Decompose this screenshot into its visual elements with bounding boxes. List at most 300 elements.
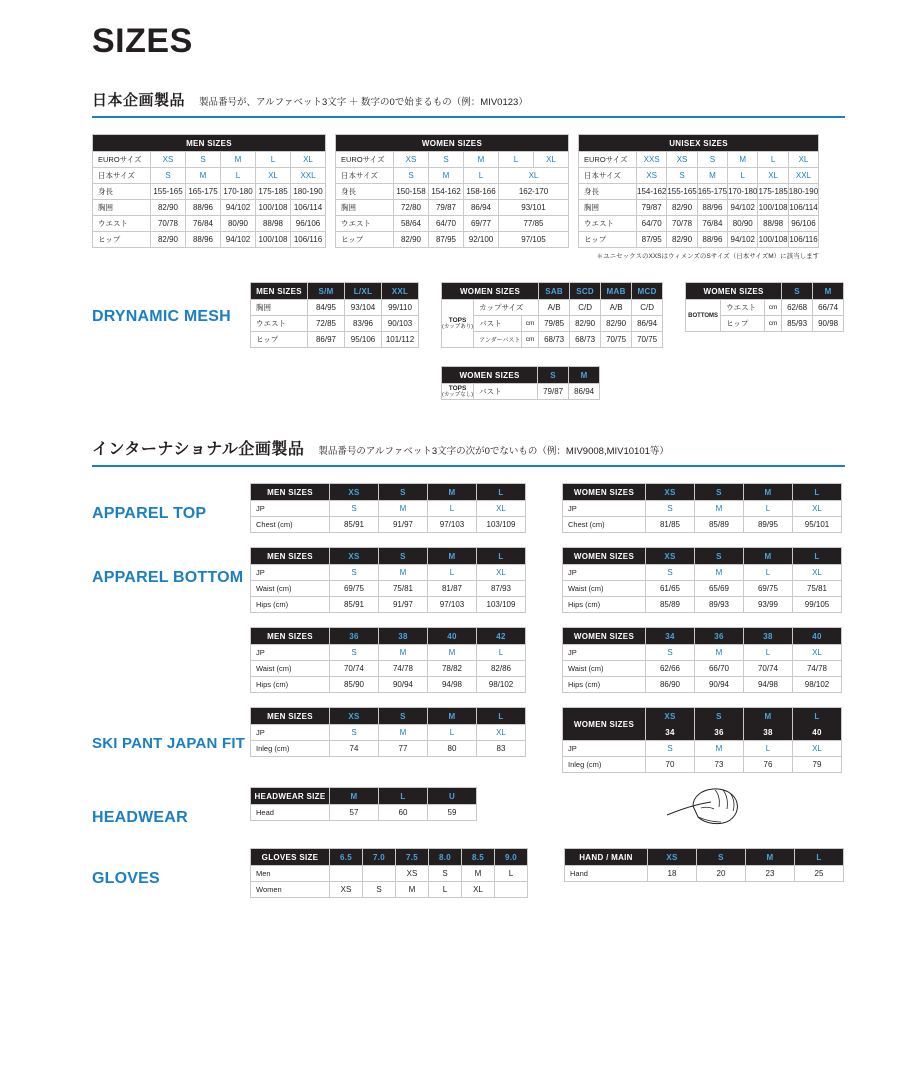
col-header: S	[695, 548, 744, 565]
table-row	[565, 849, 844, 866]
cell: 88/96	[697, 232, 727, 248]
table-row	[251, 741, 526, 757]
cell: A/B	[539, 300, 570, 316]
row-label: 日本サイズ	[579, 168, 637, 184]
cell: 93/101	[499, 200, 569, 216]
cell: A/B	[601, 300, 632, 316]
japan-tables-row	[92, 134, 845, 260]
cell: 79	[793, 757, 842, 773]
table-row	[251, 849, 528, 866]
table-row	[251, 332, 419, 348]
drynamic-label: DRYNAMIC MESH	[92, 308, 231, 325]
block-apparel-bottom	[92, 547, 845, 613]
col-header: 42	[477, 628, 526, 645]
table-wrap-jp-men	[92, 134, 326, 248]
col-header: 8.0	[429, 849, 462, 866]
col-header: M	[746, 849, 795, 866]
table-row	[563, 628, 842, 645]
row-label: Men	[251, 866, 330, 882]
col-header: M	[744, 484, 793, 501]
table-wrap-dm-women-bottoms	[685, 282, 844, 332]
row-label: ウエスト	[251, 316, 308, 332]
col-header: L	[793, 548, 842, 565]
cell: 60	[379, 805, 428, 821]
row-label: Chest (cm)	[251, 517, 330, 533]
cell: XL	[534, 152, 569, 168]
ski-pant-tables	[250, 707, 842, 773]
col-header: M	[569, 367, 600, 384]
cell: S	[429, 152, 464, 168]
cell	[495, 882, 528, 898]
table-ski-pant-women	[562, 707, 842, 773]
cell	[363, 866, 396, 882]
cell: 82/90	[570, 316, 601, 332]
cell: 82/90	[394, 232, 429, 248]
cell: 62/68	[782, 300, 813, 316]
table-apparel-top-women	[562, 483, 842, 533]
cell: S	[394, 168, 429, 184]
table-row	[251, 565, 526, 581]
cell: 85/89	[695, 517, 744, 533]
row-label: Hips (cm)	[563, 677, 646, 693]
cell: 70/78	[151, 216, 186, 232]
table-row	[251, 661, 526, 677]
table-row	[442, 316, 663, 332]
cell: M	[379, 501, 428, 517]
cell: 100/108	[758, 200, 788, 216]
table-wrap-jp-unisex	[578, 134, 819, 260]
col-header: M	[330, 788, 379, 805]
col-header: M	[744, 708, 793, 725]
table-hand-main	[564, 848, 844, 882]
cell: S	[697, 152, 727, 168]
table-wrap-dm-women-tops	[441, 282, 663, 400]
cell: 59	[428, 805, 477, 821]
gloves-tables	[250, 848, 844, 898]
table-jp-men	[92, 134, 326, 248]
row-label: Waist (cm)	[251, 661, 330, 677]
col-header: S	[538, 367, 569, 384]
cell: 80/90	[728, 216, 758, 232]
cell: 170-180	[728, 184, 758, 200]
cell: 85/90	[330, 677, 379, 693]
cell: 155-165	[667, 184, 697, 200]
row-label: Hips (cm)	[251, 677, 330, 693]
cell: L	[744, 501, 793, 517]
cell: 75/81	[793, 581, 842, 597]
table-row	[686, 283, 844, 300]
cell: 85/91	[330, 597, 379, 613]
table-row	[563, 757, 842, 773]
cell: XL	[477, 501, 526, 517]
unisex-footnote: ＊ユニセックスのXXSはウィメンズのSサイズ（日本サイズM）に該当します	[596, 253, 820, 260]
cell: 70/74	[330, 661, 379, 677]
col-header: L	[795, 849, 844, 866]
table-row	[251, 300, 419, 316]
table-apparel-bottom-women-numeric	[562, 627, 842, 693]
cell: 99/110	[382, 300, 419, 316]
table-row	[563, 517, 842, 533]
cell: XL	[788, 152, 818, 168]
table-row	[336, 232, 569, 248]
jp-men-title: MEN SIZES	[93, 135, 326, 152]
cell	[330, 866, 363, 882]
cell: 98/102	[477, 677, 526, 693]
cell: 95/101	[793, 517, 842, 533]
section-heading-international: インターナショナル企画製品	[92, 441, 305, 458]
row-label: JP	[251, 725, 330, 741]
cell: S	[667, 168, 697, 184]
section-header-international	[92, 436, 845, 459]
col-header: M	[428, 548, 477, 565]
apparel-top-label: APPAREL TOP	[92, 505, 207, 522]
table-row	[563, 565, 842, 581]
col-header: S	[695, 708, 744, 725]
cell: 106/116	[788, 232, 818, 248]
col-title: WOMEN SIZES	[563, 708, 646, 741]
cell: 106/116	[291, 232, 326, 248]
group-label-tops: TOPS	[448, 316, 467, 324]
cell: 82/90	[151, 200, 186, 216]
cell: 93/104	[345, 300, 382, 316]
table-row	[563, 661, 842, 677]
col-header: M	[428, 708, 477, 725]
cell: 155-165	[151, 184, 186, 200]
headwear-tables	[250, 787, 753, 834]
table-row	[579, 216, 819, 232]
cell: 66/74	[813, 300, 844, 316]
col-header: 7.0	[363, 849, 396, 866]
cell: 94/102	[221, 232, 256, 248]
cell: 20	[697, 866, 746, 882]
cell: L	[428, 565, 477, 581]
row-label: JP	[563, 645, 646, 661]
row-label: 胸囲	[251, 300, 308, 316]
cell: 64/70	[429, 216, 464, 232]
col-header: XS	[330, 548, 379, 565]
cell: 90/94	[695, 677, 744, 693]
cell: 154-162	[637, 184, 667, 200]
section-heading-japan: 日本企画製品	[92, 92, 186, 109]
cell: 103/109	[477, 597, 526, 613]
group-label-bottoms: BOTTOMS	[686, 300, 721, 332]
cell: 70/75	[601, 332, 632, 348]
cell: 100/108	[758, 232, 788, 248]
row-label: ヒップ	[336, 232, 394, 248]
cell: 70	[646, 757, 695, 773]
col-title: MEN SIZES	[251, 708, 330, 725]
cell: 175-185	[758, 184, 788, 200]
divider-international	[92, 465, 845, 467]
dm-men-title: MEN SIZES	[251, 283, 308, 300]
cell: 92/100	[464, 232, 499, 248]
col-header: XXL	[382, 283, 419, 300]
cell: 91/97	[379, 597, 428, 613]
col-title: WOMEN SIZES	[563, 548, 646, 565]
apparel-bottom-tables	[250, 547, 842, 613]
col-title: MEN SIZES	[251, 484, 330, 501]
row-label: ウエスト	[93, 216, 151, 232]
row-unit: cm	[522, 332, 539, 348]
cell: 86/94	[632, 316, 663, 332]
row-label: ヒップ	[251, 332, 308, 348]
table-row	[251, 628, 526, 645]
table-dm-women-tops-nocup	[441, 366, 600, 400]
row-label: Waist (cm)	[563, 661, 646, 677]
block-gloves	[92, 848, 845, 898]
cell: 101/112	[382, 332, 419, 348]
cell: 80	[428, 741, 477, 757]
table-row	[251, 645, 526, 661]
cell: 85/89	[646, 597, 695, 613]
row-label: JP	[563, 565, 646, 581]
cell: L	[744, 565, 793, 581]
col-header: L/XL	[345, 283, 382, 300]
apparel-top-tables	[250, 483, 842, 533]
cell: 66/70	[695, 661, 744, 677]
cell: 88/96	[186, 200, 221, 216]
table-row	[251, 725, 526, 741]
table-apparel-bottom-men-numeric	[250, 627, 526, 693]
cell: 64/70	[637, 216, 667, 232]
row-unit: cm	[765, 300, 782, 316]
row-label: ウエスト	[336, 216, 394, 232]
cell: 73	[695, 757, 744, 773]
cell: 95/106	[345, 332, 382, 348]
cell: 93/99	[744, 597, 793, 613]
cell: 82/86	[477, 661, 526, 677]
cell: XXS	[637, 152, 667, 168]
table-row	[251, 677, 526, 693]
cell: 65/69	[695, 581, 744, 597]
cell: L	[464, 168, 499, 184]
col-header: 9.0	[495, 849, 528, 866]
cell: 23	[746, 866, 795, 882]
table-jp-women	[335, 134, 569, 248]
col-title: GLOVES SIZE	[251, 849, 330, 866]
cell: 162-170	[499, 184, 569, 200]
table-row	[336, 135, 569, 152]
cell: 154-162	[429, 184, 464, 200]
table-row	[563, 581, 842, 597]
row-label: 身長	[579, 184, 637, 200]
cell: XXL	[291, 168, 326, 184]
row-label: バスト	[474, 384, 538, 400]
cell: 89/95	[744, 517, 793, 533]
cell: 74/78	[379, 661, 428, 677]
cell: 88/98	[256, 216, 291, 232]
col-subheader: 36	[695, 724, 744, 741]
cell: 90/103	[382, 316, 419, 332]
apparel-bottom-label: APPAREL BOTTOM	[92, 569, 244, 586]
cell: XL	[793, 741, 842, 757]
cell: S	[646, 565, 695, 581]
cell: L	[221, 168, 256, 184]
table-row	[686, 300, 844, 316]
cell: 106/114	[291, 200, 326, 216]
table-row	[442, 367, 600, 384]
cell: 180-190	[291, 184, 326, 200]
table-row	[93, 200, 326, 216]
cell: L	[744, 645, 793, 661]
cell: M	[462, 866, 495, 882]
cell: 68/73	[570, 332, 601, 348]
block-headwear	[92, 787, 845, 834]
cell: M	[695, 645, 744, 661]
cell: 82/90	[667, 232, 697, 248]
col-header: MCD	[632, 283, 663, 300]
table-row	[336, 216, 569, 232]
cell: XL	[477, 725, 526, 741]
page-title: SIZES	[92, 22, 193, 60]
cell: C/D	[570, 300, 601, 316]
cell: 82/90	[601, 316, 632, 332]
col-title: HAND / MAIN	[565, 849, 648, 866]
section-note-japan: 製品番号が、アルファベット3文字 ＋ 数字の0で始まるもの（例：MIV0123）	[199, 97, 528, 108]
ski-pant-label: SKI PANT JAPAN FIT	[92, 735, 246, 752]
row-label: JP	[563, 741, 646, 757]
cell: 62/66	[646, 661, 695, 677]
block-apparel-top	[92, 483, 845, 533]
cell: L	[428, 501, 477, 517]
gloves-label-wrap	[92, 848, 250, 888]
cell: 98/102	[793, 677, 842, 693]
headwear-label: HEADWEAR	[92, 809, 188, 826]
row-label: ヒップ	[579, 232, 637, 248]
gloves-label: GLOVES	[92, 870, 160, 887]
group-label-tops-nocup: TOPS	[448, 384, 467, 392]
cell: 82/90	[667, 200, 697, 216]
table-row	[563, 484, 842, 501]
cell: XXL	[788, 168, 818, 184]
table-row	[251, 484, 526, 501]
cell: 103/109	[477, 517, 526, 533]
col-header: XS	[648, 849, 697, 866]
drynamic-mesh-block	[92, 282, 845, 400]
table-row	[93, 216, 326, 232]
cell: 97/105	[499, 232, 569, 248]
cell: XS	[151, 152, 186, 168]
col-header: L	[793, 708, 842, 725]
row-label: カップサイズ	[474, 300, 539, 316]
row-label: バスト	[474, 316, 522, 332]
col-header: L	[477, 548, 526, 565]
table-dm-men	[250, 282, 419, 348]
row-label: EUROサイズ	[93, 152, 151, 168]
cell: 90/94	[379, 677, 428, 693]
cell: M	[428, 645, 477, 661]
cell: XL	[499, 168, 569, 184]
hand-measure-icon	[663, 781, 753, 829]
table-row	[336, 168, 569, 184]
table-row	[251, 708, 526, 725]
col-header: S/M	[308, 283, 345, 300]
table-wrap-dm-men	[250, 282, 419, 348]
cell: 165-175	[186, 184, 221, 200]
cell: 96/106	[788, 216, 818, 232]
row-label: Inleg (cm)	[563, 757, 646, 773]
table-row	[251, 517, 526, 533]
col-header: S	[379, 548, 428, 565]
col-header: XS	[330, 708, 379, 725]
cell: M	[396, 882, 429, 898]
cell: L	[256, 152, 291, 168]
table-row	[579, 135, 819, 152]
col-title: HEADWEAR SIZE	[251, 788, 330, 805]
table-row	[442, 384, 600, 400]
col-header: 38	[744, 628, 793, 645]
cell: 91/97	[379, 517, 428, 533]
table-row	[565, 866, 844, 882]
cell: 18	[648, 866, 697, 882]
cell: 75/81	[379, 581, 428, 597]
cell: 77	[379, 741, 428, 757]
row-label: 身長	[93, 184, 151, 200]
drynamic-tables	[250, 282, 844, 400]
table-row	[251, 316, 419, 332]
cell: 85/91	[330, 517, 379, 533]
cell: 76	[744, 757, 793, 773]
cell: 106/114	[788, 200, 818, 216]
cell: 83	[477, 741, 526, 757]
cell: 85/93	[782, 316, 813, 332]
cell: XS	[667, 152, 697, 168]
table-row	[442, 283, 663, 300]
col-header: SCD	[570, 283, 601, 300]
cell: M	[379, 565, 428, 581]
row-label: Hand	[565, 866, 648, 882]
col-header: XS	[646, 548, 695, 565]
col-subheader: 34	[646, 724, 695, 741]
table-row	[579, 152, 819, 168]
col-header: XS	[646, 484, 695, 501]
table-row	[93, 232, 326, 248]
jp-unisex-title: UNISEX SIZES	[579, 135, 819, 152]
cell: 72/85	[308, 316, 345, 332]
table-row	[442, 332, 663, 348]
cell: S	[330, 565, 379, 581]
col-header: M	[813, 283, 844, 300]
table-row	[336, 184, 569, 200]
section-header-japan	[92, 89, 845, 110]
divider-japan	[92, 116, 845, 118]
cell: S	[151, 168, 186, 184]
cell: 83/96	[345, 316, 382, 332]
row-label: ヒップ	[93, 232, 151, 248]
cell: 78/82	[428, 661, 477, 677]
cell: 97/103	[428, 517, 477, 533]
table-row	[93, 135, 326, 152]
col-title: MEN SIZES	[251, 628, 330, 645]
cell: 61/65	[646, 581, 695, 597]
col-header: M	[428, 484, 477, 501]
cell: 87/93	[477, 581, 526, 597]
row-label: ウエスト	[579, 216, 637, 232]
cell: XS	[330, 882, 363, 898]
cell: XL	[256, 168, 291, 184]
cell: 90/98	[813, 316, 844, 332]
cell: XL	[291, 152, 326, 168]
cell: M	[379, 725, 428, 741]
col-header: S	[379, 708, 428, 725]
row-label: 日本サイズ	[93, 168, 151, 184]
cell: XS	[637, 168, 667, 184]
cell: L	[477, 645, 526, 661]
block-ski-pant	[92, 707, 845, 773]
table-row	[563, 708, 842, 725]
row-label: 日本サイズ	[336, 168, 394, 184]
group-sub-tops-nocup: (カップなし)	[442, 392, 474, 399]
